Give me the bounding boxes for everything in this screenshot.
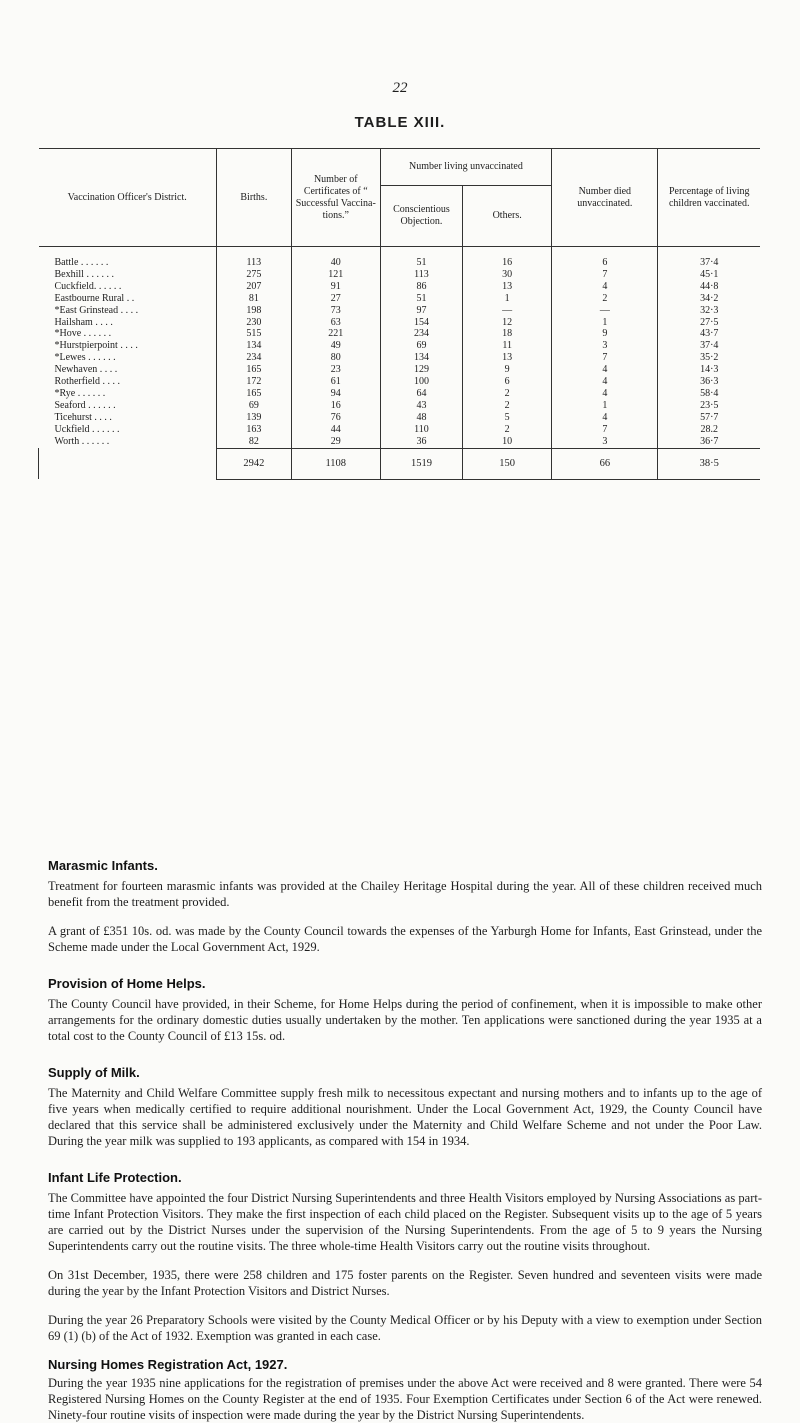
cell-district: *Lewes . . . . . .: [54, 352, 116, 364]
cell-died: 3: [552, 436, 658, 448]
cell-conscientious: 51: [380, 247, 462, 269]
cell-conscientious: 134: [380, 352, 462, 364]
cell-district: *East Grinstead . . . .: [54, 304, 139, 316]
cell-conscientious: 86: [380, 281, 462, 293]
vaccination-table: [38, 148, 760, 480]
cell-percentage: 14·3: [658, 364, 760, 376]
paragraph: The Maternity and Child Welfare Committee supply fresh milk to necessitous expectant and nursing mothers and to infants up to the age of five years when medically certified to require additional nourishment. Under the Local Government Act, 1929, the County Council have declared that this service shall be administered exclusively under the Maternity and Child Welfare Scheme and not under the Poor Law. During the year milk was supplied to 193 applicants, as compared with 154 in 1934.: [48, 1086, 762, 1148]
table-title: TABLE XIII.: [354, 114, 446, 131]
cell-births: 69: [216, 400, 291, 412]
cell-births: 113: [216, 247, 291, 269]
cell-district: *Hurstpierpoint . . . .: [54, 340, 138, 352]
table-row: [39, 269, 761, 281]
cell-births: 134: [216, 340, 291, 352]
cell-conscientious: 97: [380, 305, 462, 317]
cell-certificates: 49: [291, 340, 380, 352]
cell-died: 7: [552, 424, 658, 436]
cell-died: 1: [552, 400, 658, 412]
cell-district: Battle . . . . . .: [54, 257, 109, 268]
total-percentage: 38·5: [658, 448, 760, 479]
cell-others: 2: [463, 424, 552, 436]
total-conscientious: 1519: [380, 448, 462, 479]
cell-percentage: 44·8: [658, 281, 760, 293]
cell-others: 30: [463, 269, 552, 281]
cell-died: 4: [552, 364, 658, 376]
paragraph: During the year 26 Preparatory Schools were visited by the County Medical Officer or by his Deputy with a view to exemption under Section 69 (1) (b) of the Act of 1932. Exemption was granted in each case.: [48, 1313, 762, 1343]
paragraph: On 31st December, 1935, there were 258 children and 175 foster parents on the Register. Seven hundred and seventeen visits were made during the year by the Infant Protection Visitors and District Nurses.: [48, 1268, 762, 1298]
cell-district: Worth . . . . . .: [54, 435, 110, 447]
cell-births: 198: [216, 305, 291, 317]
cell-conscientious: 113: [380, 269, 462, 281]
cell-percentage: 36·3: [658, 376, 760, 388]
cell-conscientious: 234: [380, 328, 462, 340]
cell-percentage: 36·7: [658, 436, 760, 448]
page-number: 22: [392, 80, 408, 96]
cell-percentage: 45·1: [658, 269, 760, 281]
table-row: [39, 364, 761, 376]
cell-certificates: 29: [291, 436, 380, 448]
table-row: [39, 400, 761, 412]
cell-certificates: 76: [291, 412, 380, 424]
cell-births: 139: [216, 412, 291, 424]
cell-births: 275: [216, 269, 291, 281]
header-percentage: Percentage of living children vaccinated.: [658, 149, 760, 247]
cell-births: 165: [216, 388, 291, 400]
cell-district: Newhaven . . . .: [54, 364, 118, 376]
cell-died: 7: [552, 352, 658, 364]
cell-births: 163: [216, 424, 291, 436]
table-row: [39, 328, 761, 340]
cell-certificates: 73: [291, 305, 380, 317]
cell-conscientious: 48: [380, 412, 462, 424]
paragraph: The Committee have appointed the four District Nursing Superintendents and three Health Visitors employed by Nursing Associations as part-time Infant Protection Visitors. They make the first inspection of each child placed on the Register. Subsequent visits up to the age of 5 years are carried out by the District Nurses under the supervision of the Nursing Superintendents. From the age of 5 to 9 years the Nursing Superintendents carry out the routine visits. The three whole-time Health Visitors carry out the routine visits throughout.: [48, 1191, 762, 1253]
cell-died: 7: [552, 269, 658, 281]
cell-certificates: 121: [291, 269, 380, 281]
cell-conscientious: 36: [380, 436, 462, 448]
section-title-infant-life: Infant Life Protection.: [48, 1170, 182, 1185]
cell-births: 165: [216, 364, 291, 376]
cell-births: 82: [216, 436, 291, 448]
total-others: 150: [463, 448, 552, 479]
section-title-marasmic: Marasmic Infants.: [48, 858, 158, 873]
table-row: [39, 293, 761, 305]
header-district: Vaccination Officer's District.: [39, 149, 217, 247]
cell-died: 4: [552, 412, 658, 424]
section-title-milk: Supply of Milk.: [48, 1065, 140, 1080]
table-row: [39, 352, 761, 364]
header-living-unvaccinated: Number living unvaccinated: [380, 149, 551, 186]
table-row: [39, 436, 761, 448]
cell-certificates: 40: [291, 247, 380, 269]
cell-died: 9: [552, 328, 658, 340]
cell-others: 13: [463, 352, 552, 364]
cell-percentage: 58·4: [658, 388, 760, 400]
cell-district: Rotherfield . . . .: [54, 376, 121, 388]
cell-died: 3: [552, 340, 658, 352]
cell-conscientious: 154: [380, 317, 462, 329]
cell-certificates: 63: [291, 317, 380, 329]
totals-label-blank: [39, 448, 217, 479]
cell-certificates: 80: [291, 352, 380, 364]
cell-district: Cuckfield. . . . . .: [54, 280, 122, 292]
cell-certificates: 94: [291, 388, 380, 400]
cell-conscientious: 110: [380, 424, 462, 436]
cell-conscientious: 100: [380, 376, 462, 388]
cell-others: 18: [463, 328, 552, 340]
table-row: [39, 388, 761, 400]
cell-certificates: 23: [291, 364, 380, 376]
cell-conscientious: 64: [380, 388, 462, 400]
cell-died: 4: [552, 281, 658, 293]
cell-district: Ticehurst . . . .: [54, 411, 112, 423]
totals-row: [39, 448, 761, 479]
cell-percentage: 32·3: [658, 305, 760, 317]
cell-others: —: [463, 305, 552, 317]
table-row: [39, 340, 761, 352]
table-row: [39, 424, 761, 436]
cell-certificates: 91: [291, 281, 380, 293]
header-others: Others.: [463, 186, 552, 247]
header-births: Births.: [216, 149, 291, 247]
cell-percentage: 57·7: [658, 412, 760, 424]
cell-percentage: 27·5: [658, 317, 760, 329]
header-died: Number died unvaccinated.: [552, 149, 658, 247]
cell-died: 4: [552, 388, 658, 400]
cell-others: 6: [463, 376, 552, 388]
section-title-home-helps: Provision of Home Helps.: [48, 976, 206, 991]
cell-others: 1: [463, 293, 552, 305]
cell-others: 2: [463, 388, 552, 400]
cell-died: 4: [552, 376, 658, 388]
paragraph: During the year 1935 nine applications for the registration of premises under the above Act were received and 8 were granted. There were 54 Registered Nursing Homes on the County Register at the end of 1935. Four Exemption Certificates under Section 6 of the Act were renewed. Ninety-four routine visits of inspection were made during the year by the District Nursing Superintendents.: [48, 1376, 762, 1422]
cell-district: Uckfield . . . . . .: [54, 423, 120, 435]
table-row: [39, 281, 761, 293]
cell-conscientious: 129: [380, 364, 462, 376]
cell-conscientious: 51: [380, 293, 462, 305]
cell-conscientious: 69: [380, 340, 462, 352]
table-row: [39, 305, 761, 317]
cell-died: 6: [552, 247, 658, 269]
total-births: 2942: [216, 448, 291, 479]
cell-others: 16: [463, 247, 552, 269]
cell-percentage: 23·5: [658, 400, 760, 412]
cell-others: 11: [463, 340, 552, 352]
cell-percentage: 34·2: [658, 293, 760, 305]
cell-certificates: 221: [291, 328, 380, 340]
cell-births: 172: [216, 376, 291, 388]
cell-percentage: 35·2: [658, 352, 760, 364]
cell-percentage: 28.2: [658, 424, 760, 436]
cell-died: 1: [552, 317, 658, 329]
table-row: [39, 247, 761, 269]
report-body: [48, 858, 762, 1423]
cell-certificates: 16: [291, 400, 380, 412]
cell-district: Bexhill . . . . . .: [54, 268, 114, 280]
cell-certificates: 61: [291, 376, 380, 388]
cell-died: 2: [552, 293, 658, 305]
section-title-nursing-homes: Nursing Homes Registration Act, 1927.: [48, 1357, 288, 1372]
cell-births: 234: [216, 352, 291, 364]
cell-certificates: 27: [291, 293, 380, 305]
cell-district: *Hove . . . . . .: [54, 328, 112, 340]
cell-others: 13: [463, 281, 552, 293]
cell-certificates: 44: [291, 424, 380, 436]
cell-district: Seaford . . . . . .: [54, 399, 116, 411]
cell-others: 10: [463, 436, 552, 448]
header-certificates: Number of Certificates of “ Successful Vaccina- tions.”: [291, 149, 380, 247]
cell-died: —: [552, 305, 658, 317]
cell-births: 515: [216, 328, 291, 340]
cell-district: Eastbourne Rural . .: [54, 292, 135, 304]
total-certificates: 1108: [291, 448, 380, 479]
table-row: [39, 376, 761, 388]
paragraph: Treatment for fourteen marasmic infants was provided at the Chailey Heritage Hospital during the year. All of these children received much benefit from the treatment provided.: [48, 879, 762, 909]
table-row: [39, 412, 761, 424]
paragraph: A grant of £351 10s. od. was made by the County Council towards the expenses of the Yarburgh Home for Infants, East Grinstead, under the Scheme made under the Local Government Act, 1929.: [48, 924, 762, 954]
cell-percentage: 37·4: [658, 247, 760, 269]
cell-conscientious: 43: [380, 400, 462, 412]
header-conscientious: Conscientious Objection.: [380, 186, 462, 247]
cell-district: *Rye . . . . . .: [54, 387, 106, 399]
cell-others: 9: [463, 364, 552, 376]
cell-births: 207: [216, 281, 291, 293]
table-row: [39, 317, 761, 329]
cell-percentage: 43·7: [658, 328, 760, 340]
cell-births: 230: [216, 317, 291, 329]
cell-others: 5: [463, 412, 552, 424]
paragraph: The County Council have provided, in their Scheme, for Home Helps during the period of confinement, when it is impossible to make other arrangements for the ordinary domestic duties usually undertaken by the mother. Ten applications were sanctioned during the year 1935 at a total cost to the County Council of £13 15s. od.: [48, 997, 762, 1043]
cell-others: 2: [463, 400, 552, 412]
table-body: [39, 247, 761, 449]
cell-others: 12: [463, 317, 552, 329]
total-died: 66: [552, 448, 658, 479]
cell-district: Hailsham . . . .: [54, 316, 113, 328]
cell-percentage: 37·4: [658, 340, 760, 352]
cell-births: 81: [216, 293, 291, 305]
